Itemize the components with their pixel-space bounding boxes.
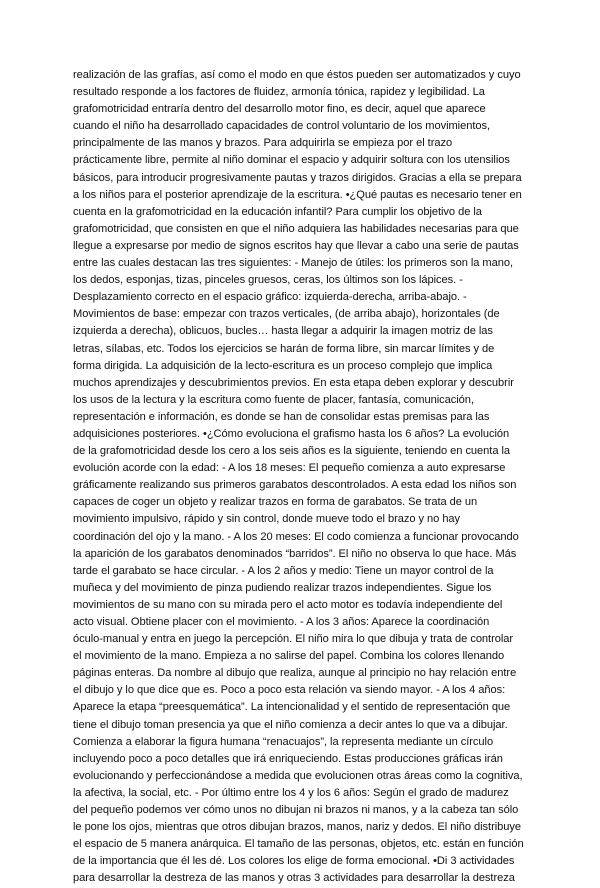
text-line: el espacio de 5 manera anárquica. El tamaño de las personas, objetos, etc. están en función: [73, 838, 524, 851]
text-line: llegue a expresarse por medio de signos escritos hay que llevar a cabo una serie de pautas: [73, 239, 519, 252]
text-line: entre las cuales destacan las tres siguientes: - Manejo de útiles: los primeros son la mano,: [73, 257, 513, 270]
text-line: a los niños para el posterior aprendizaje de la escritura. •¿Qué pautas es necesario tener en: [73, 188, 522, 201]
text-line: tiene el dibujo toman presencia ya que el niño comienza a decir antes lo que va a dibujar.: [73, 718, 508, 731]
text-line: tarde el garabato se hace circular. - A los 2 años y medio: Tiene un mayor control de la: [73, 564, 494, 577]
text-line: muñeca y del movimiento de pinza pudiendo realizar trazos independientes. Sigue los: [73, 581, 492, 594]
text-line: los dedos, esponjas, tizas, pinceles gruesos, ceras, los últimos son los lápices. -: [73, 274, 463, 287]
text-line: acto visual. Obtiene placer con el movimiento. - A los 3 años: Aparece la coordinación: [73, 616, 490, 628]
text-line: adquisiciones posteriores. •¿Cómo evoluciona el grafismo hasta los 6 años? La evolución: [73, 427, 510, 440]
text-line: grafomotricidad, que consisten en que el niño adquiera las habilidades necesarias para que: [73, 222, 519, 235]
text-line: para desarrollar la destreza de las manos y otras 3 actividades para desarrollar la destreza: [73, 872, 515, 885]
text-line: Movimientos de base: empezar con trazos verticales, (de arriba abajo), horizontales (de: [73, 308, 500, 321]
text-line: la aparición de los garabatos denominados “barridos”. El niño no observa lo que hace. Más: [73, 547, 517, 560]
text-line: Aparece la etapa “preesquemática”. La intencionalidad y el sentido de representación que: [73, 701, 511, 714]
text-line: coordinación del ojo y la mano. - A los 20 meses: El codo comienza a funcionar provocando: [73, 530, 519, 543]
text-line: le pone los ojos, mientras que otros dibujan brazos, manos, nariz y dedos. El niño distribuye: [73, 821, 521, 834]
text-line: letras, sílabas, etc. Todos los ejercicios se harán de forma libre, sin marcar límites y de: [73, 342, 495, 355]
text-line: forma dirigida. La adquisición de la lecto-escritura es un proceso complejo que implica: [73, 359, 493, 372]
text-line: prácticamente libre, permite al niño dominar el espacio y adquirir soltura con los utensilios: [73, 154, 510, 167]
text-line: el dibujo y lo que dice que es. Poco a poco esta relación va siendo mayor. - A los 4 años:: [73, 684, 506, 697]
text-line: Comienza a elaborar la figura humana “renacuajos”, la representa mediante un círculo: [73, 735, 494, 748]
text-line: movimientos de su mano con su mirada pero el acto motor es todavía independiente del: [73, 598, 503, 611]
text-line: páginas enteras. Da nombre al dibujo que realiza, aunque al principio no hay relación entre: [73, 667, 517, 680]
text-line: grafomotricidad entraría dentro del desarrollo motor fino, es decir, aquel que aparece: [73, 103, 486, 116]
text-line: gráficamente realizando sus primeros garabatos descontrolados. A esta edad los niños son: [73, 479, 517, 492]
text-line: de la grafomotricidad desde los cero a los seis años es la siguiente, teniendo en cuenta la: [73, 445, 511, 458]
text-line: realización de las grafías, así como el modo en que éstos pueden ser automatizados y cuyo: [73, 69, 521, 81]
text-line: el movimiento de la mano. Empieza a no salirse del papel. Combina los colores llenando: [73, 650, 505, 663]
text-line: resultado responde a los factores de fluidez, armonía tónica, rapidez y legibilidad. La: [73, 86, 485, 99]
text-line: la afectiva, la social, etc. - Por último entre los 4 y los 6 años: Según el grado de madurez: [73, 786, 509, 799]
text-line: óculo-manual y entra en juego la percepción. El niño mira lo que dibuja y trata de controlar: [73, 633, 514, 646]
text-line: básicos, para introducir progresivamente pautas y trazos dirigidos. Gracias a ella se prepara: [73, 171, 522, 184]
text-line: los usos de la lectura y la escritura como fuente de placer, fantasía, comunicación,: [73, 393, 474, 406]
text-line: principalmente de las manos y brazos. Para adquirirla se empieza por el trazo: [73, 137, 453, 150]
text-line: cuando el niño ha desarrollado capacidades de control voluntario de los movimientos,: [73, 120, 491, 133]
text-line: movimiento impulsivo, rápido y sin control, donde mueve todo el brazo y no hay: [73, 513, 461, 526]
text-line: cuenta en la grafomotricidad en la educación infantil? Para cumplir los objetivo de la: [73, 205, 482, 218]
body-text: [73, 67, 533, 888]
text-line: evolucionando y perfeccionándose a medida que evolucionen otras áreas como la cognitiva,: [73, 769, 523, 782]
text-line: representación e información, es donde se han de consolidar estas premisas para las: [73, 410, 490, 423]
text-line: evolución acorde con la edad: - A los 18 meses: El pequeño comienza a auto expresarse: [73, 462, 506, 475]
text-line: del pequeño podemos ver cómo unos no dibujan ni brazos ni manos, y a la cabeza tan sólo: [73, 804, 519, 817]
text-line: incluyendo poco a poco detalles que irá enriqueciendo. Estas producciones gráficas irán: [73, 752, 503, 765]
text-line: izquierda a derecha), oblicuos, bucles… hasta llegar a adquirir la imagen motriz de las: [73, 325, 493, 338]
text-line: capaces de coger un objeto y realizar trazos en forma de garabatos. Se trata de un: [73, 496, 478, 509]
text-line: Desplazamiento correcto en el espacio gráfico: izquierda-derecha, arriba-abajo. -: [73, 291, 467, 304]
text-line: muchos aprendizajes y descubrimientos previos. En esta etapa deben explorar y descubrir: [73, 376, 514, 389]
text-line: de la importancia que él les dé. Los colores los elige de forma emocional. •Di 3 actividades: [73, 855, 515, 868]
